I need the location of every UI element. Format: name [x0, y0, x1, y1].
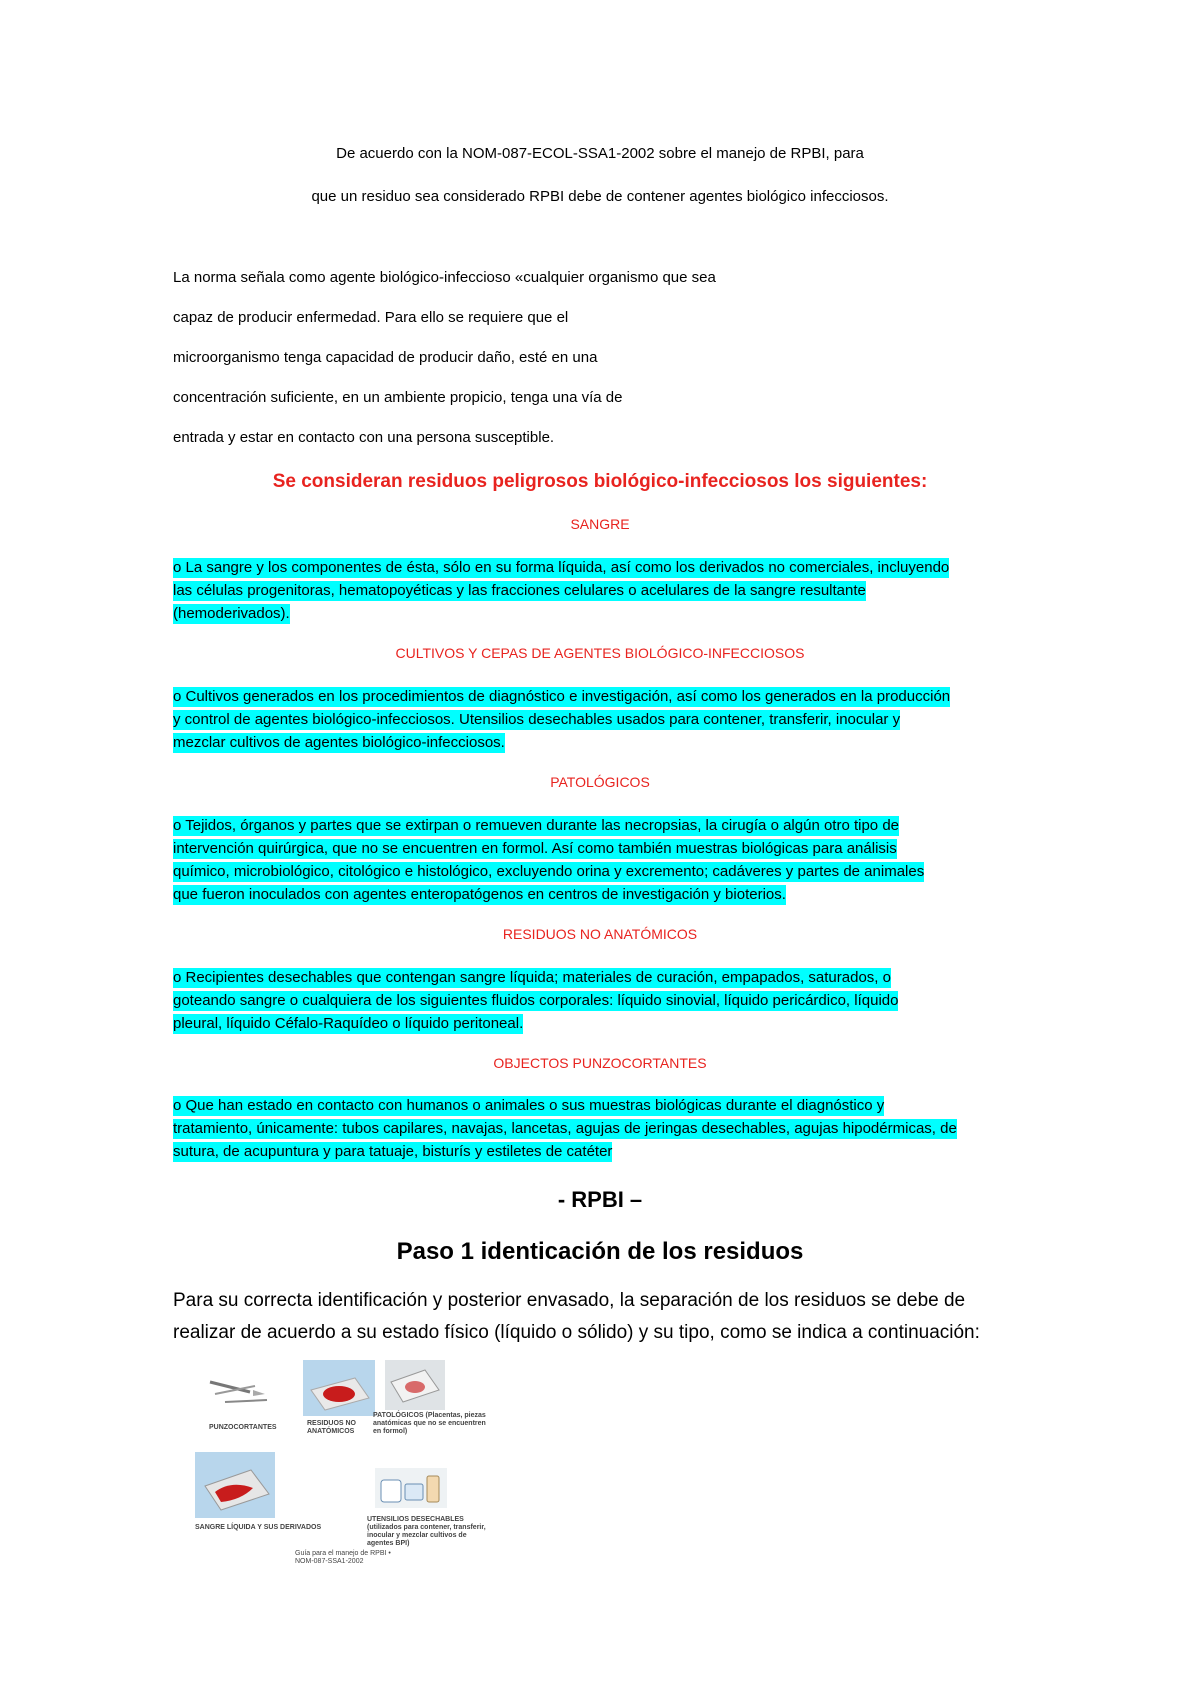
- definition-line: concentración suficiente, en un ambiente propicio, tenga una vía de: [173, 389, 623, 406]
- definition-line: microorganismo tenga capacidad de producir daño, esté en una: [173, 349, 598, 366]
- no-anatomicos-illustration: [303, 1360, 375, 1416]
- section-title-punzocortantes: OBJECTOS PUNZOCORTANTES: [493, 1055, 707, 1071]
- section-line: mezclar cultivos de agentes biológico-infecciosos.: [173, 734, 505, 751]
- section-line: tratamiento, únicamente: tubos capilares, navajas, lancetas, agujas de jeringas desechables, agujas hipodérmicas, de: [173, 1120, 957, 1137]
- section-line: o Recipientes desechables que contengan sangre líquida; materiales de curación, empapados, saturados, o: [173, 969, 891, 986]
- section-line: (hemoderivados).: [173, 605, 290, 622]
- caption-punzocortantes: PUNZOCORTANTES: [209, 1424, 277, 1431]
- section-body-cultivos: [173, 685, 1043, 754]
- figure-source: Guía para el manejo de RPBI • NOM-087-SSA1-2002: [295, 1550, 391, 1565]
- section-body-no-anatomicos: [173, 966, 1043, 1035]
- section-line: intervención quirúrgica, que no se encuentren en formol. Así como también muestras biológicas para análisis: [173, 840, 897, 857]
- section-body-sangre: [173, 556, 1043, 625]
- step-title: Paso 1 identicación de los residuos: [396, 1238, 804, 1265]
- definition-line: entrada y estar en contacto con una persona susceptible.: [173, 429, 555, 446]
- section-body-patologicos: [173, 814, 1043, 906]
- list-heading: Se consideran residuos peligrosos biológico-infecciosos los siguientes:: [272, 471, 928, 492]
- sangre-illustration: [195, 1452, 275, 1518]
- section-line: pleural, líquido Céfalo-Raquídeo o líquido peritoneal.: [173, 1015, 524, 1032]
- section-title-cultivos: CULTIVOS Y CEPAS DE AGENTES BIOLÓGICO-INFECCIOSOS: [395, 645, 805, 661]
- caption-no-anatomicos: RESIDUOS NO ANATÓMICOS: [307, 1420, 357, 1435]
- caption-patologicos: PATOLÓGICOS (Placentas, piezas anatómicas que no se encuentren en formol): [373, 1412, 486, 1435]
- caption-utensilios: UTENSILIOS DESECHABLES (utilizados para contener, transferir, inocular y mezclar cultivos de agentes BPI): [367, 1516, 486, 1547]
- section-title-no-anatomicos: RESIDUOS NO ANATÓMICOS: [502, 926, 698, 942]
- intro-line-1: De acuerdo con la NOM-087-ECOL-SSA1-2002 sobre el manejo de RPBI, para: [336, 145, 864, 162]
- definition-line: La norma señala como agente biológico-infeccioso «cualquier organismo que sea: [173, 269, 716, 286]
- utensilios-illustration: [375, 1468, 447, 1508]
- section-line: o La sangre y los componentes de ésta, sólo en su forma líquida, así como los derivados no comerciales, incluyendo: [173, 559, 950, 576]
- section-line: goteando sangre o cualquiera de los siguientes fluidos corporales: líquido sinovial, líquido pericárdico, líquido: [173, 992, 899, 1009]
- section-body-punzocortantes: [173, 1094, 1043, 1163]
- caption-sangre: SANGRE LÍQUIDA Y SUS DERIVADOS: [195, 1524, 322, 1531]
- section-line: o Que han estado en contacto con humanos o animales o sus muestras biológicas durante el diagnóstico y: [173, 1097, 885, 1114]
- section-line: y control de agentes biológico-infecciosos. Utensilios desechables usados para contener, transferir, inocular y: [173, 711, 901, 728]
- patologicos-illustration: [385, 1360, 445, 1410]
- section-title-sangre: SANGRE: [570, 516, 630, 532]
- section-line: que fueron inoculados con agentes enteropatógenos en centros de investigación y bioterios.: [173, 886, 786, 903]
- step-paragraph-line: realizar de acuerdo a su estado físico (líquido o sólido) y su tipo, como se indica a continuación:: [173, 1322, 980, 1343]
- step-paragraph-line: Para su correcta identificación y posterior envasado, la separación de los residuos se debe de: [173, 1290, 966, 1311]
- section-title-patologicos: PATOLÓGICOS: [550, 774, 650, 790]
- punzocortantes-illustration: [205, 1372, 275, 1412]
- section-line: o Tejidos, órganos y partes que se extirpan o remueven durante las necropsias, la cirugía o algún otro tipo de: [173, 817, 899, 834]
- intro-line-2: que un residuo sea considerado RPBI debe de contener agentes biológico infecciosos.: [311, 188, 889, 205]
- waste-types-figure: [195, 1360, 525, 1565]
- definition-line: capaz de producir enfermedad. Para ello se requiere que el: [173, 309, 569, 326]
- section-line: sutura, de acupuntura y para tatuaje, bisturís y estiletes de catéter: [173, 1143, 613, 1160]
- section-line: las células progenitoras, hematopoyéticas y las fracciones celulares o acelulares de la sangre resultante: [173, 582, 866, 599]
- section-line: químico, microbiológico, citológico e histológico, excluyendo orina y excremento; cadáveres y partes de animales: [173, 863, 925, 880]
- rpbi-title: - RPBI –: [557, 1187, 643, 1212]
- section-line: o Cultivos generados en los procedimientos de diagnóstico e investigación, así como los generados en la producción: [173, 688, 951, 705]
